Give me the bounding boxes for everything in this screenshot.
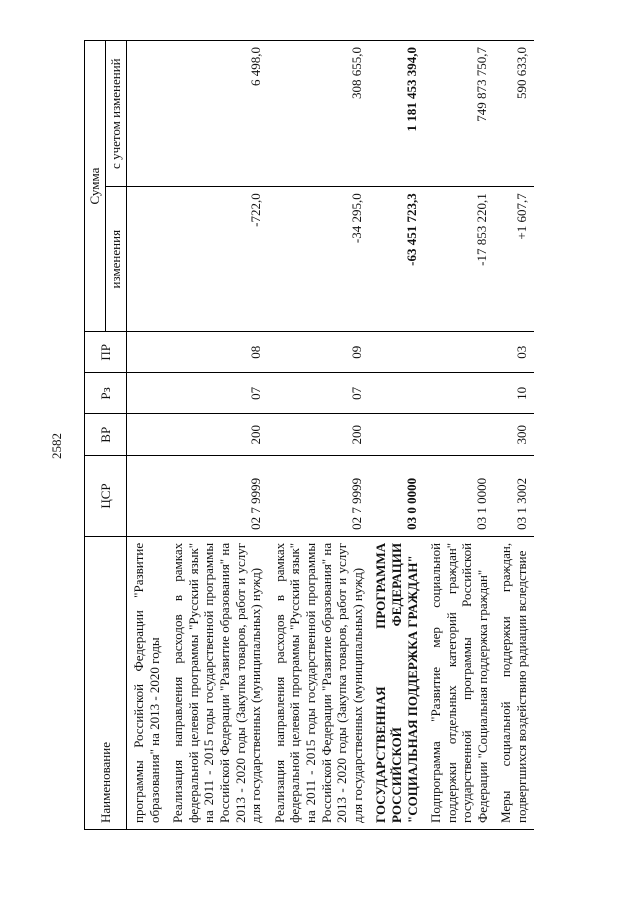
row-name: Реализация направления расходов в рамках федеральной целевой программы "Русский язык" на 2011 - 2015 годы государственной программы Российской Федерации "Развитие образования" на 2013 - 2020 годы (Закупка товаров, работ и услуг для государственных (муниципальных) нужд): [166, 536, 268, 829]
row-pr: [127, 332, 167, 373]
table-row: [127, 41, 167, 830]
header-vr: ВР: [85, 414, 127, 456]
row-pr: [424, 332, 494, 373]
row-changes: -34 295,0: [268, 187, 370, 332]
row-name: Меры социальной поддержки граждан, подвергшихся воздействию радиации вследствие: [494, 536, 533, 829]
row-rz: 07: [166, 373, 268, 414]
table-row: [494, 41, 533, 830]
row-vr: 200: [268, 414, 370, 456]
row-vr: [424, 414, 494, 456]
row-csr: 03 0 0000: [369, 456, 424, 537]
row-vr: 300: [494, 414, 533, 456]
table-row: [424, 41, 494, 830]
budget-table: [84, 40, 534, 830]
row-changes: -722,0: [166, 187, 268, 332]
row-pr: 03: [494, 332, 533, 373]
row-csr: 03 1 3002: [494, 456, 533, 537]
row-rz: 07: [268, 373, 370, 414]
row-csr: [127, 456, 167, 537]
header-changes: изменения: [106, 187, 127, 332]
row-rz: [424, 373, 494, 414]
row-vr: [369, 414, 424, 456]
row-pr: 08: [166, 332, 268, 373]
row-changes: -63 451 723,3: [369, 187, 424, 332]
row-with-changes: [127, 41, 167, 187]
page-number: 2582: [49, 433, 64, 459]
row-rz: [369, 373, 424, 414]
row-vr: 200: [166, 414, 268, 456]
row-with-changes: 749 873 750,7: [424, 41, 494, 187]
header-sum: Сумма: [85, 41, 106, 332]
table-row: [369, 41, 424, 830]
table-row: [166, 41, 268, 830]
row-name: Подпрограмма "Развитие мер социальной поддержки отдельных категорий граждан" государственной программы Российской Федерации "Социальная поддержка граждан": [424, 536, 494, 829]
row-pr: [369, 332, 424, 373]
header-pr: ПР: [85, 332, 127, 373]
row-vr: [127, 414, 167, 456]
row-pr: 09: [268, 332, 370, 373]
row-name: программы Российской Федерации "Развитие образования" на 2013 - 2020 годы: [127, 536, 167, 829]
row-with-changes: 590 633,0: [494, 41, 533, 187]
row-changes: +1 607,7: [494, 187, 533, 332]
row-with-changes: 1 181 453 394,0: [369, 41, 424, 187]
table-body: [127, 41, 534, 830]
header-with-changes: с учетом изменений: [106, 41, 127, 187]
row-csr: 03 1 0000: [424, 456, 494, 537]
table-row: [268, 41, 370, 830]
row-name: ГОСУДАРСТВЕННАЯ ПРОГРАММА РОССИЙСКОЙ ФЕДЕРАЦИИ "СОЦИАЛЬНАЯ ПОДДЕРЖКА ГРАЖДАН": [369, 536, 424, 829]
row-csr: 02 7 9999: [268, 456, 370, 537]
header-csr: ЦСР: [85, 456, 127, 537]
budget-table-rotated: [84, 40, 604, 830]
row-rz: [127, 373, 167, 414]
row-changes: [127, 187, 167, 332]
header-rz: Рз: [85, 373, 127, 414]
header-name: Наименование: [85, 536, 127, 829]
row-csr: 02 7 9999: [166, 456, 268, 537]
row-rz: 10: [494, 373, 533, 414]
row-with-changes: 308 655,0: [268, 41, 370, 187]
row-changes: -17 853 220,1: [424, 187, 494, 332]
row-name: Реализация направления расходов в рамках федеральной целевой программы "Русский язык" на 2011 - 2015 годы государственной программы Российской Федерации "Развитие образования" на 2013 - 2020 годы (Закупка товаров, работ и услуг для государственных (муниципальных) нужд): [268, 536, 370, 829]
row-with-changes: 6 498,0: [166, 41, 268, 187]
